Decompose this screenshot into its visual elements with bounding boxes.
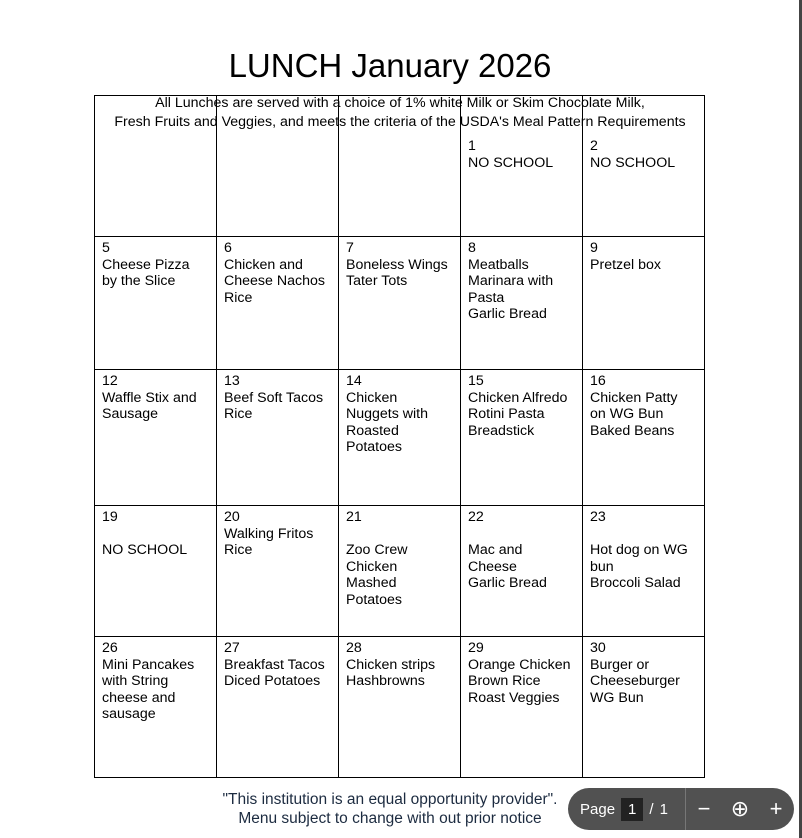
- menu-item: Sausage: [102, 406, 159, 423]
- menu-item: Tater Tots: [346, 273, 408, 290]
- menu-item: Cheese Nachos: [224, 273, 325, 290]
- menu-item: on WG Bun: [590, 406, 664, 423]
- day-number: 9: [590, 240, 598, 256]
- day-cell: [461, 370, 583, 506]
- page-label: Page: [580, 800, 616, 818]
- day-number: 5: [102, 240, 110, 256]
- menu-item: Potatoes: [346, 439, 403, 456]
- menu-item: Breadstick: [468, 422, 535, 439]
- zoom-out-button[interactable]: −: [697, 796, 711, 821]
- menu-item: Chicken Alfredo: [468, 389, 568, 406]
- menu-item: Beef Soft Tacos: [224, 389, 324, 406]
- menu-item: Potatoes: [346, 591, 403, 608]
- menu-item: sausage: [102, 706, 156, 723]
- day-cell: [217, 237, 339, 370]
- day-number: 27: [224, 640, 240, 656]
- day-cell: [95, 237, 217, 370]
- menu-item: Chicken strips: [346, 656, 436, 673]
- menu-item: Rice: [224, 289, 253, 306]
- day-cell: [339, 637, 461, 778]
- page-title: LUNCH January 2026: [228, 47, 552, 84]
- menu-item: Broccoli Salad: [590, 575, 681, 592]
- week-row: [95, 370, 705, 506]
- day-cell: [217, 506, 339, 637]
- menu-item: [346, 526, 460, 543]
- lunch-calendar: [94, 95, 705, 778]
- menu-item: Zoo Crew: [346, 542, 408, 559]
- day-number: 14: [346, 373, 362, 389]
- menu-item: Orange Chicken: [468, 656, 571, 673]
- day-number: 12: [102, 373, 118, 389]
- page-number-input[interactable]: 1: [621, 798, 643, 821]
- day-number: 23: [590, 509, 606, 525]
- day-cell: [95, 370, 217, 506]
- day-number: 15: [468, 373, 484, 389]
- menu-item: Chicken: [346, 389, 398, 406]
- menu-item: Chicken and: [224, 256, 303, 273]
- day-cell: [95, 96, 217, 237]
- day-cell: [339, 506, 461, 637]
- day-cell: [461, 506, 583, 637]
- menu-item: NO SCHOOL: [468, 154, 554, 171]
- day-cell: [461, 237, 583, 370]
- menu-item: Cheese: [468, 558, 517, 575]
- day-cell: [461, 96, 583, 237]
- menu-item: with String: [102, 673, 169, 690]
- day-number: 6: [224, 240, 232, 256]
- day-number: 20: [224, 509, 240, 525]
- menu-item: Meatballs: [468, 256, 529, 273]
- zoom-in-button[interactable]: +: [769, 796, 783, 821]
- day-cell: [339, 96, 461, 237]
- day-cell: [339, 237, 461, 370]
- day-number: 16: [590, 373, 606, 389]
- menu-item: Boneless Wings: [346, 256, 448, 273]
- equal-opportunity-text: "This institution is an equal opportunity provider".: [222, 791, 558, 808]
- menu-item: Mac and: [468, 542, 523, 559]
- menu-item: Mini Pancakes: [102, 656, 195, 673]
- day-number: 26: [102, 640, 118, 656]
- day-cell: [217, 96, 339, 237]
- week-row: [95, 506, 705, 637]
- day-number: 29: [468, 640, 484, 656]
- day-cell: [583, 237, 705, 370]
- week-row: [95, 637, 705, 778]
- page-indicator: [568, 788, 686, 830]
- menu-item: Hot dog on WG: [590, 542, 688, 559]
- menu-item: [102, 526, 216, 543]
- day-cell: [95, 506, 217, 637]
- day-number: 22: [468, 509, 484, 525]
- day-number: 7: [346, 240, 354, 256]
- day-cell: [339, 370, 461, 506]
- menu-item: Garlic Bread: [468, 306, 547, 323]
- menu-item: WG Bun: [590, 689, 644, 706]
- menu-item: Rotini Pasta: [468, 406, 545, 423]
- day-cell: [217, 637, 339, 778]
- menu-item: Rice: [224, 406, 253, 423]
- menu-item: cheese and: [102, 689, 176, 706]
- menu-item: Garlic Bread: [468, 575, 547, 592]
- menu-item: Breakfast Tacos: [224, 656, 325, 673]
- menu-item: Pretzel box: [590, 256, 661, 273]
- menu-item: Roast Veggies: [468, 689, 560, 706]
- menu-item: Pasta: [468, 289, 505, 306]
- day-number: 13: [224, 373, 240, 389]
- day-cell: [217, 370, 339, 506]
- menu-item: Roasted: [346, 422, 399, 439]
- day-cell: [95, 637, 217, 778]
- menu-item: Diced Potatoes: [224, 673, 321, 690]
- note-line: Fresh Fruits and Veggies, and meets the criteria of the USDA's Meal Pattern Requirements: [114, 114, 686, 130]
- menu-item: Baked Beans: [590, 422, 675, 439]
- day-cell: [583, 637, 705, 778]
- day-cell: [583, 370, 705, 506]
- page-separator: /: [649, 800, 654, 818]
- menu-change-notice: Menu subject to change with out prior notice: [238, 810, 542, 827]
- day-number: 28: [346, 640, 362, 656]
- menu-item: by the Slice: [102, 273, 176, 290]
- menu-item: Hashbrowns: [346, 673, 425, 690]
- pdf-toolbar: [568, 788, 794, 830]
- menu-item: NO SCHOOL: [102, 542, 188, 559]
- total-pages: 1: [659, 800, 668, 818]
- day-cell: [583, 96, 705, 237]
- menu-item: [468, 526, 582, 543]
- menu-item: Waffle Stix and: [102, 389, 197, 406]
- day-cell: [583, 506, 705, 637]
- menu-item: Burger or: [590, 656, 650, 673]
- day-number: 30: [590, 640, 606, 656]
- menu-item: Chicken: [346, 558, 398, 575]
- zoom-fit-icon[interactable]: ⊕: [730, 796, 750, 821]
- day-number: 21: [346, 509, 362, 525]
- menu-item: bun: [590, 558, 614, 575]
- menu-item: NO SCHOOL: [590, 154, 676, 171]
- day-number: 2: [590, 138, 598, 154]
- week-row: [95, 96, 705, 237]
- menu-item: Nuggets with: [346, 406, 429, 423]
- day-cell: [461, 637, 583, 778]
- menu-item: Rice: [224, 542, 253, 559]
- day-number: 8: [468, 240, 476, 256]
- menu-item: Walking Fritos: [224, 525, 314, 542]
- menu-item: [590, 526, 704, 543]
- menu-item: Mashed: [346, 575, 397, 592]
- week-row: [95, 237, 705, 370]
- day-number: 1: [468, 138, 476, 154]
- day-number: 19: [102, 509, 118, 525]
- menu-item: Chicken Patty: [590, 389, 678, 406]
- menu-item: Marinara with: [468, 273, 554, 290]
- note-line: All Lunches are served with a choice of 1% white Milk or Skim Chocolate Milk,: [155, 95, 645, 111]
- menu-item: Cheeseburger: [590, 673, 680, 690]
- menu-item: Brown Rice: [468, 673, 541, 690]
- menu-item: Cheese Pizza: [102, 256, 190, 273]
